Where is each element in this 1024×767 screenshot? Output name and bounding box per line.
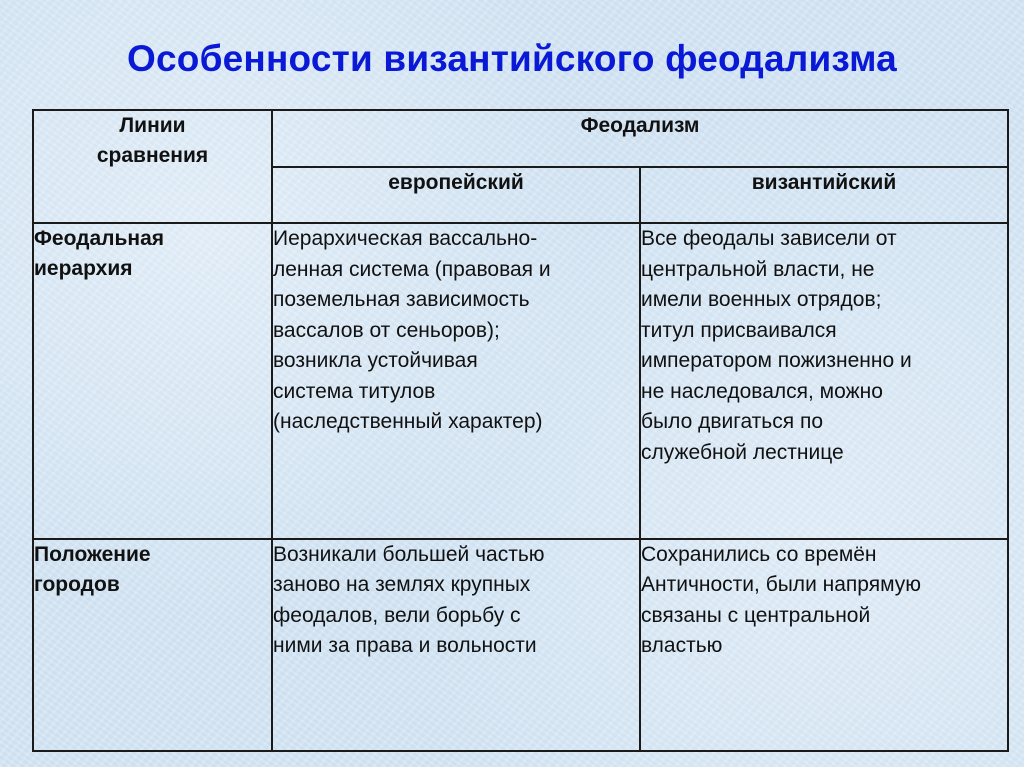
header-row-1 [33, 110, 1008, 167]
header-lines-of-comparison: Линии сравнения [33, 110, 272, 223]
slide-title: Особенности византийского феодализма [127, 38, 897, 79]
header-european: европейский [272, 167, 640, 224]
table-row-feudal-hierarchy [33, 223, 1008, 538]
cell-european: Иерархическая вассально- ленная система (правовая и поземельная зависимость вассалов от сеньоров); возникла устойчивая система титулов (наследственный характер) [272, 223, 640, 538]
row-label: Феодальная иерархия [33, 223, 272, 538]
header-byzantine: византийский [640, 167, 1008, 224]
comparison-table [32, 109, 1009, 752]
cell-european: Возникали большей частью заново на землях крупных феодалов, вели борьбу с ними за права и вольности [272, 539, 640, 751]
header-feudalism: Феодализм [272, 110, 1008, 167]
row-label: Положение городов [33, 539, 272, 751]
table-row-cities [33, 539, 1008, 751]
cell-byzantine: Сохранились со времён Античности, были напрямую связаны с центральной властью [640, 539, 1008, 751]
cell-byzantine: Все феодалы зависели от центральной власти, не имели военных отрядов; титул присваивался императором пожизненно и не наследовался, можно было двигаться по служебной лестнице [640, 223, 1008, 538]
